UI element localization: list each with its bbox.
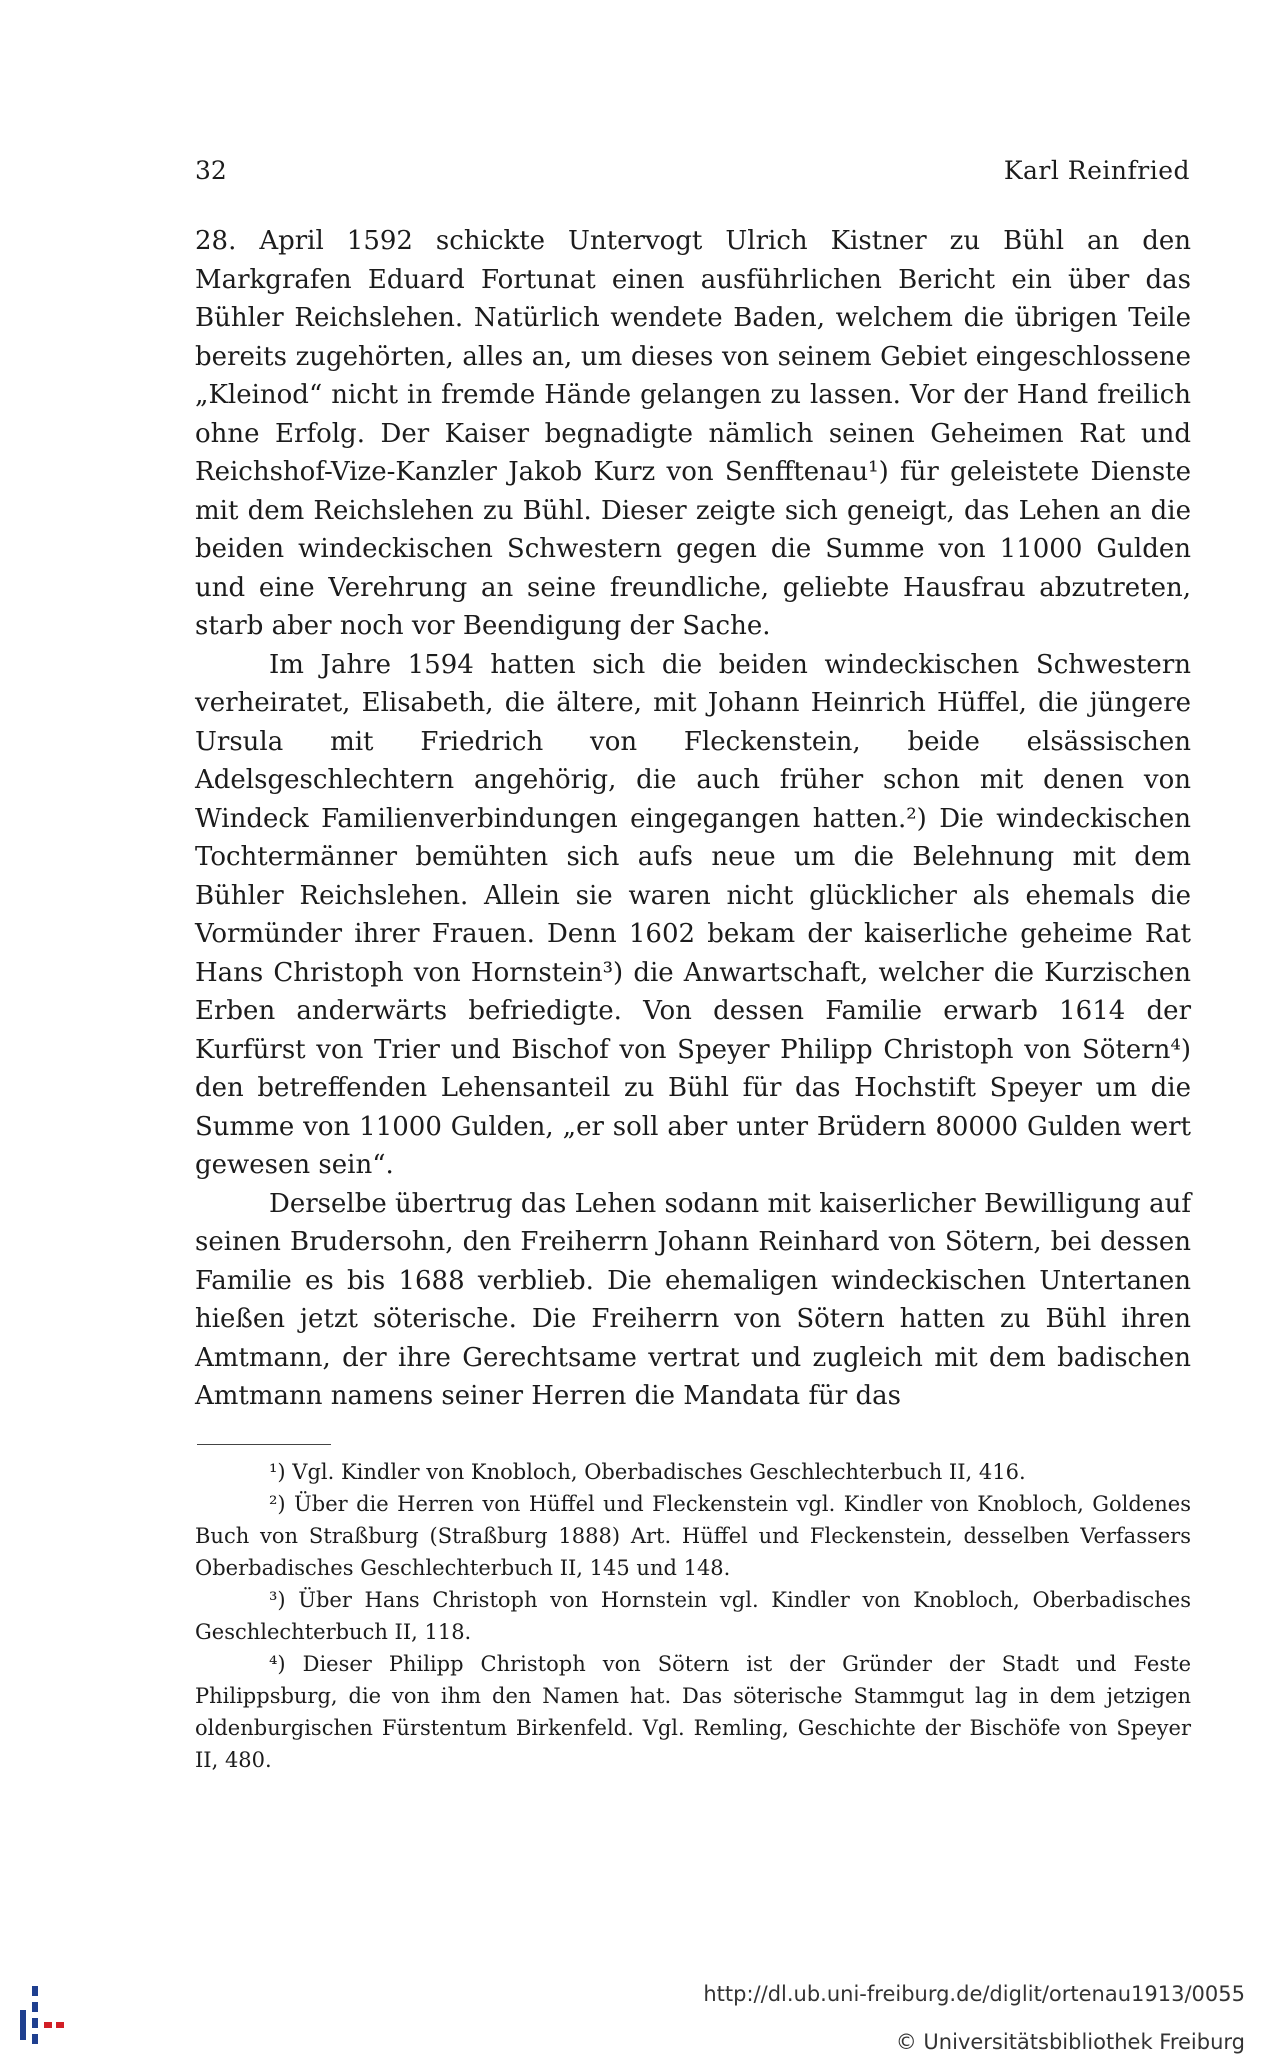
paragraph-3: Derselbe übertrug das Lehen sodann mit kaiserlicher Bewilligung auf seinen Brudersohn, den Freiherrn Johann Reinhard von Sötern, bei dessen Familie es bis 1688 verblieb. Die ehemaligen windeckischen Untertanen hießen jetzt söterische. Die Freiherrn von Sötern hatten zu Bühl ihren Amtmann, der ihre Gerechtsame vertrat und zugleich mit dem badischen Amtmann namens seiner Herren die Mandata für das — [195, 1188, 1191, 1411]
paragraph-2: Im Jahre 1594 hatten sich die beiden windeckischen Schwestern verheiratet, Elisabeth, die ältere, mit Johann Heinrich Hüffel, die jüngere Ursula mit Friedrich von Fleckenstein, beide elsässischen Adelsgeschlechtern angehörig, die auch früher schon mit denen von Windeck Familienverbindungen eingegangen hatten.²) Die windeckischen Tochtermänner bemühten sich aufs neue um die Belehnung mit dem Bühler Reichslehen. Allein sie waren nicht glücklicher als ehemals die Vormünder ihrer Frauen. Denn 1602 bekam der kaiserliche geheime Rat Hans Christoph von Hornstein³) die Anwartschaft, welcher die Kurzischen Erben anderwärts befriedigte. Von dessen Familie erwarb 1614 der Kurfürst von Trier und Bischof von Speyer Philipp Christoph von Sötern⁴) den betreffenden Lehensanteil zu Bühl für das Hochstift Speyer um die Summe von 11000 Gulden, „er soll aber unter Brüdern 80000 Gulden wert gewesen sein“. — [195, 649, 1191, 1180]
copyright-notice: © Universitätsbibliothek Freiburg — [895, 2030, 1245, 2054]
body-text — [195, 222, 1191, 1416]
footnote-3: ³) Über Hans Christoph von Hornstein vgl. Kindler von Knobloch, Oberbadisches Geschlechterbuch II, 118. — [195, 1588, 1191, 1644]
footnote-2: ²) Über die Herren von Hüffel und Fleckenstein vgl. Kindler von Knobloch, Goldenes Buch von Straßburg (Straßburg 1888) Art. Hüffel und Fleckenstein, desselben Verfassers Oberbadisches Geschlechterbuch II, 145 und 148. — [195, 1492, 1191, 1580]
paragraph-1: 28. April 1592 schickte Untervogt Ulrich Kistner zu Bühl an den Markgrafen Eduard Fortunat einen ausführlichen Bericht ein über das Bühler Reichslehen. Natürlich wendete Baden, welchem die übrigen Teile bereits zugehörten, alles an, um dieses von seinem Gebiet eingeschlossene „Kleinod“ nicht in fremde Hände gelangen zu lassen. Vor der Hand freilich ohne Erfolg. Der Kaiser begnadigte nämlich seinen Geheimen Rat und Reichshof-Vize-Kanzler Jakob Kurz von Senfftenau¹) für geleistete Dienste mit dem Reichslehen zu Bühl. Dieser zeigte sich geneigt, das Lehen an die beiden windeckischen Schwestern gegen die Summe von 11000 Gulden und eine Verehrung an seine freundliche, geliebte Hausfrau abzutreten, starb aber noch vor Beendigung der Sache. — [195, 226, 1191, 641]
footnotes — [195, 1456, 1191, 1776]
page-number: 32 — [195, 156, 227, 185]
footnote-1: ¹) Vgl. Kindler von Knobloch, Oberbadisches Geschlechterbuch II, 416. — [269, 1460, 1026, 1484]
running-head: Karl Reinfried — [1003, 156, 1190, 185]
ub-freiburg-logo-icon — [12, 1972, 88, 2048]
page-header — [195, 156, 1190, 188]
footnote-divider — [197, 1444, 331, 1445]
footnote-4: ⁴) Dieser Philipp Christoph von Sötern ist der Gründer der Stadt und Feste Philippsburg, die von ihm den Namen hat. Das söterische Stammgut lag in dem jetzigen oldenburgischen Fürstentum Birkenfeld. Vgl. Remling, Geschichte der Bischöfe von Speyer II, 480. — [195, 1652, 1191, 1772]
source-url[interactable]: http://dl.ub.uni-freiburg.de/diglit/ortenau1913/0055 — [703, 1982, 1245, 2006]
